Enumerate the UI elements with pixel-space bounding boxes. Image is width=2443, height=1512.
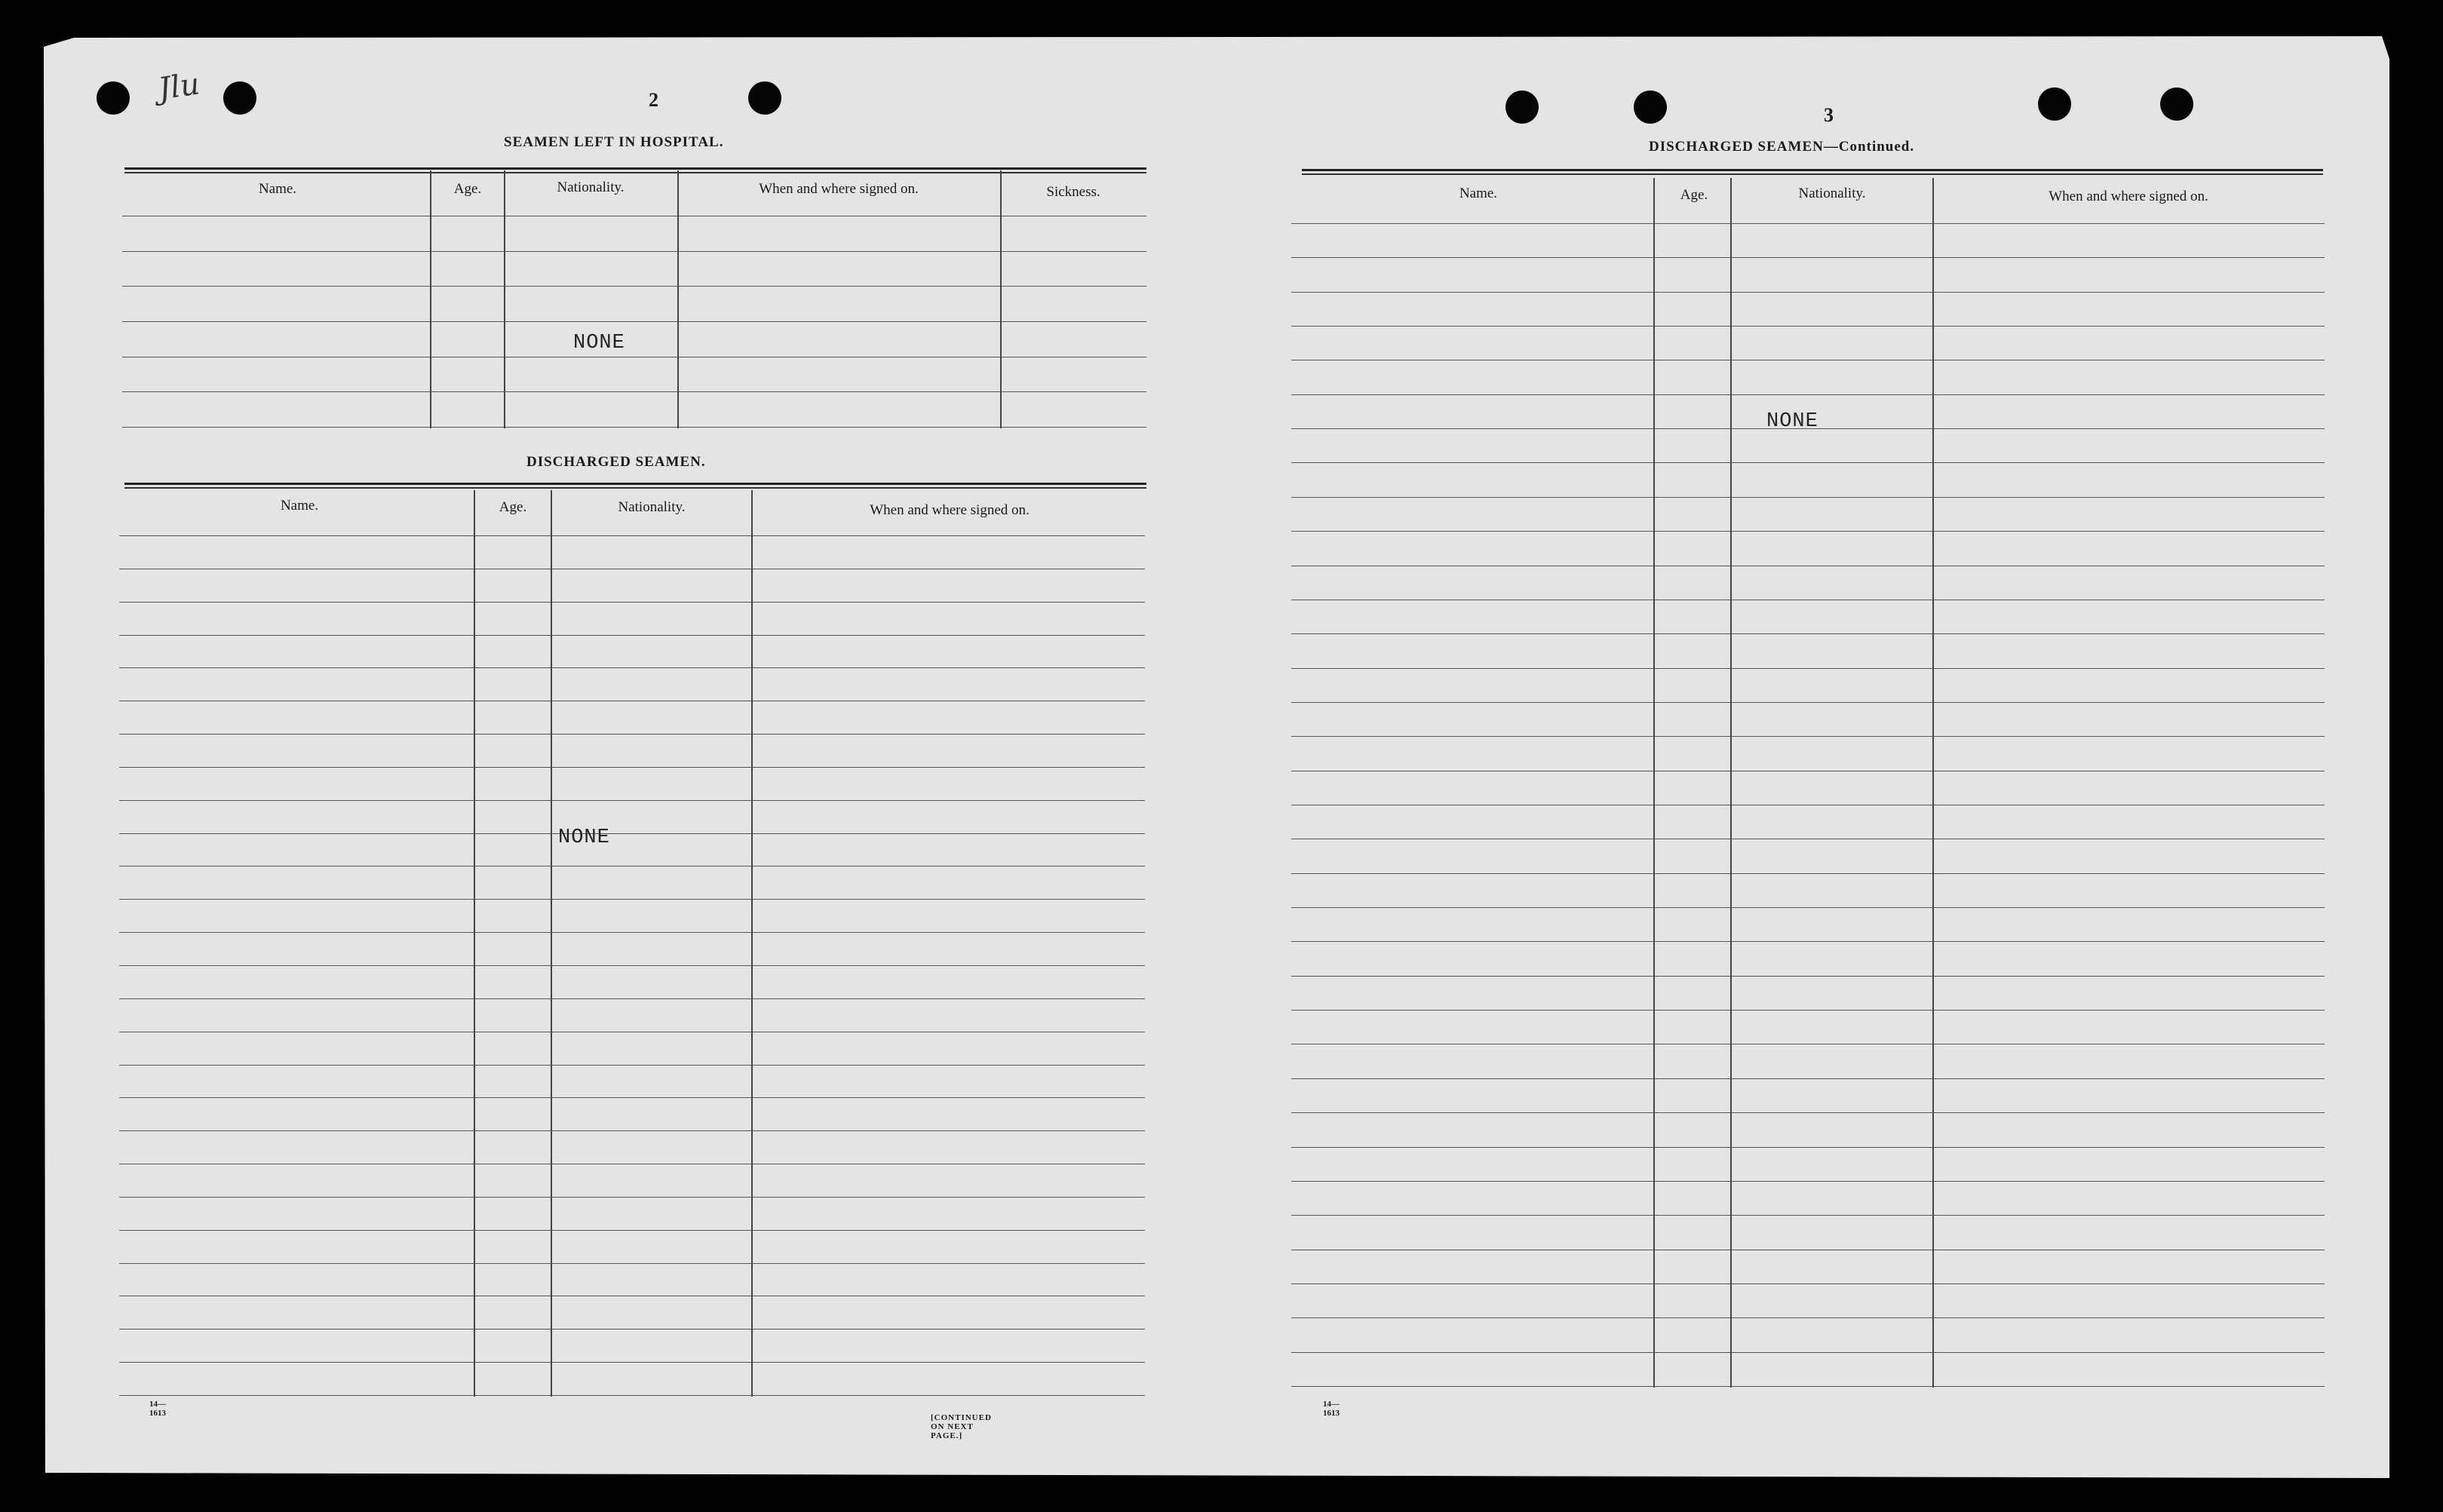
ruled-line bbox=[119, 932, 1145, 933]
page-number: 2 bbox=[649, 89, 658, 111]
ruled-line bbox=[119, 1230, 1145, 1231]
column-divider bbox=[551, 490, 552, 1397]
ruled-line bbox=[1291, 1352, 2325, 1353]
page-number: 3 bbox=[1824, 104, 1834, 126]
ruled-line bbox=[122, 427, 1146, 428]
section-title: DISCHARGED SEAMEN. bbox=[526, 454, 706, 470]
ruled-line bbox=[1291, 976, 2325, 977]
ruled-line bbox=[1291, 941, 2325, 942]
ruled-line bbox=[119, 1097, 1145, 1098]
ruled-line bbox=[1291, 907, 2325, 908]
punch-hole bbox=[1634, 90, 1667, 124]
ruled-line bbox=[1291, 633, 2325, 634]
column-divider bbox=[474, 490, 475, 1397]
ruled-line bbox=[1291, 1010, 2325, 1011]
none-entry: NONE bbox=[573, 332, 625, 354]
ruled-line bbox=[1291, 1317, 2325, 1318]
ruled-line bbox=[119, 1130, 1145, 1131]
col-nationality: Nationality. bbox=[618, 499, 686, 515]
punch-hole bbox=[2038, 87, 2071, 121]
ruled-line bbox=[1291, 531, 2325, 532]
column-divider bbox=[430, 170, 431, 428]
col-name: Name. bbox=[1459, 186, 1498, 201]
ruled-line bbox=[1291, 394, 2325, 395]
ruled-line bbox=[119, 1197, 1145, 1198]
column-divider bbox=[1932, 178, 1934, 1388]
ruled-line bbox=[1291, 1147, 2325, 1148]
ruled-line bbox=[1291, 257, 2325, 258]
ruled-line bbox=[119, 1362, 1145, 1363]
col-nationality: Nationality. bbox=[557, 179, 625, 195]
ruled-line bbox=[119, 535, 1145, 536]
header-rule bbox=[124, 483, 1146, 489]
punch-hole bbox=[748, 81, 781, 115]
ruled-line bbox=[1291, 668, 2325, 669]
punch-hole bbox=[2160, 87, 2193, 121]
section-title: DISCHARGED SEAMEN—Continued. bbox=[1649, 139, 1915, 155]
col-when-where: When and where signed on. bbox=[870, 502, 1030, 518]
column-divider bbox=[1000, 170, 1002, 428]
ruled-line bbox=[1291, 736, 2325, 737]
ruled-line bbox=[1291, 292, 2325, 293]
ruled-line bbox=[1291, 1386, 2325, 1387]
ruled-line bbox=[119, 1329, 1145, 1330]
column-divider bbox=[677, 170, 679, 428]
column-divider bbox=[1653, 178, 1655, 1388]
ruled-line bbox=[119, 1395, 1145, 1396]
ruled-line bbox=[119, 800, 1145, 801]
punch-hole bbox=[97, 81, 130, 115]
ruled-line bbox=[122, 321, 1146, 322]
ruled-line bbox=[1291, 223, 2325, 224]
none-entry: NONE bbox=[1766, 410, 1818, 433]
punch-hole bbox=[223, 81, 256, 115]
ruled-line bbox=[119, 833, 1145, 834]
col-name: Name. bbox=[258, 181, 297, 197]
ruled-line bbox=[119, 767, 1145, 768]
column-divider bbox=[751, 490, 753, 1397]
form-number: 14—1613 bbox=[1323, 1400, 1340, 1418]
ruled-line bbox=[1291, 702, 2325, 703]
col-age: Age. bbox=[499, 499, 527, 515]
ruled-line bbox=[119, 667, 1145, 668]
ruled-line bbox=[122, 286, 1146, 287]
col-age: Age. bbox=[1680, 187, 1708, 203]
column-divider bbox=[504, 170, 505, 428]
ruled-line bbox=[1291, 462, 2325, 463]
ruled-line bbox=[1291, 1078, 2325, 1079]
ruled-line bbox=[119, 635, 1145, 636]
ruled-line bbox=[119, 998, 1145, 999]
ruled-line bbox=[119, 1065, 1145, 1066]
ruled-line bbox=[1291, 1215, 2325, 1216]
column-divider bbox=[1730, 178, 1732, 1388]
ruled-line bbox=[122, 391, 1146, 392]
col-nationality: Nationality. bbox=[1798, 186, 1866, 201]
col-age: Age. bbox=[453, 181, 482, 197]
ruled-line bbox=[1291, 873, 2325, 874]
handwritten-annotation: Jlu bbox=[156, 66, 202, 107]
continued-note: [CONTINUED ON NEXT PAGE.] bbox=[931, 1413, 992, 1440]
col-name: Name. bbox=[280, 498, 319, 514]
header-rule bbox=[1302, 169, 2323, 175]
ruled-line bbox=[1291, 1112, 2325, 1113]
header-rule bbox=[124, 167, 1146, 173]
ruled-line bbox=[119, 1263, 1145, 1264]
ruled-line bbox=[119, 965, 1145, 966]
ruled-line bbox=[119, 734, 1145, 735]
ruled-line bbox=[119, 602, 1145, 603]
form-number: 14—1613 bbox=[149, 1400, 166, 1418]
none-entry: NONE bbox=[558, 827, 610, 849]
punch-hole bbox=[1505, 90, 1539, 124]
ruled-line bbox=[1291, 497, 2325, 498]
ruled-line bbox=[122, 251, 1146, 252]
ruled-line bbox=[119, 899, 1145, 900]
col-when-where: When and where signed on. bbox=[2049, 189, 2208, 204]
ruled-line bbox=[1291, 1181, 2325, 1182]
col-sickness: Sickness. bbox=[1046, 184, 1100, 200]
document-sheet bbox=[44, 36, 2389, 1478]
ruled-line bbox=[1291, 326, 2325, 327]
section-title: SEAMEN LEFT IN HOSPITAL. bbox=[504, 134, 724, 150]
col-when-where: When and where signed on. bbox=[759, 181, 919, 197]
